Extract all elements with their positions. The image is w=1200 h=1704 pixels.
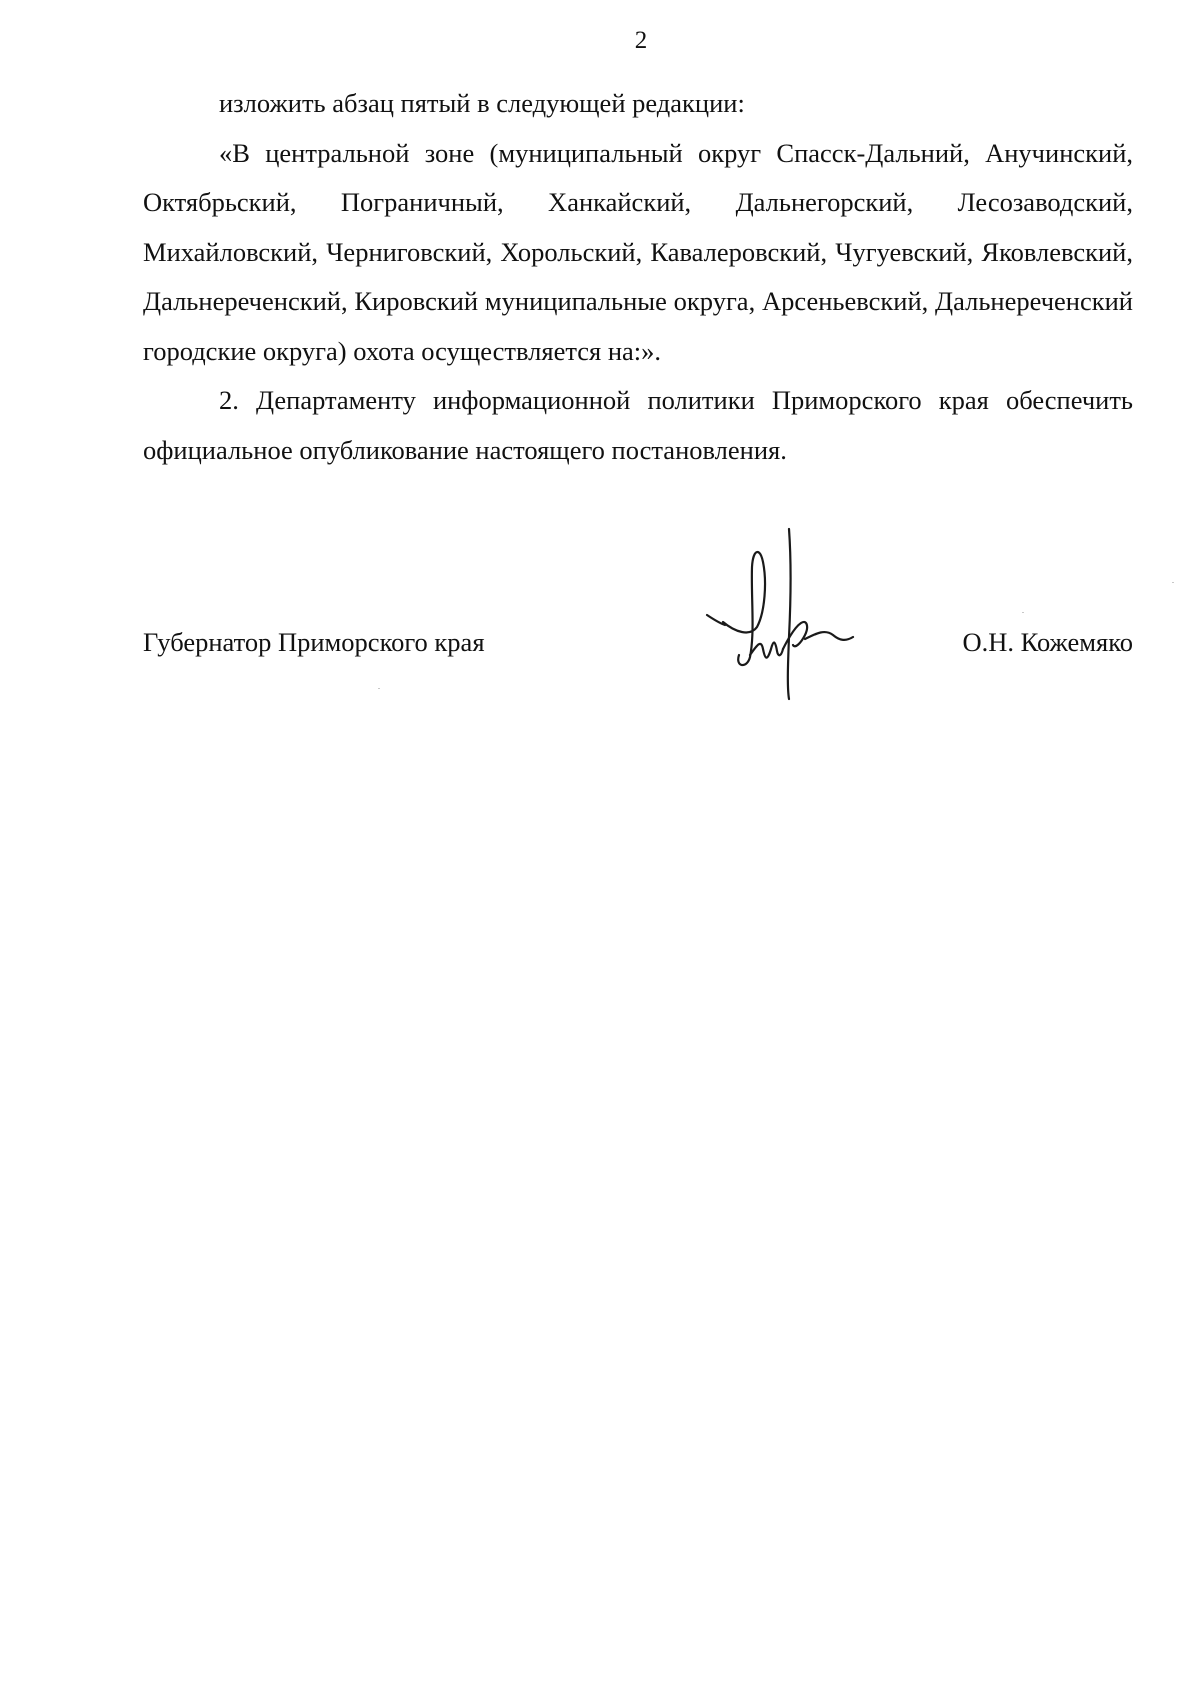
- paragraph-intro: изложить абзац пятый в следующей редакции:: [219, 88, 745, 118]
- paragraph-central-zone: «В центральной зоне (муниципальный округ Спасск-Дальний, Анучинский, Октябрьский, Пограничный, Ханкайский, Дальнегорский, Лесозаводский, Михайловский, Черниговский, Хорольский, Кавалеровский, Чугуевский, Яковлевский, Дальнереченский, Кировский муниципальные округа, Арсеньевский, Дальнереченский городские округа) охота осуществляется на:».: [143, 137, 1133, 366]
- scan-speck: [378, 688, 380, 689]
- scan-speck: [1172, 582, 1174, 583]
- signatory-title: Губернатор Приморского края: [143, 627, 485, 657]
- paragraph-publication: 2. Департаменту информационной политики Приморского края обеспечить официальное опубликование настоящего постановления.: [143, 385, 1133, 465]
- signatory-name: О.Н. Кожемяко: [962, 627, 1133, 657]
- page-number: 2: [634, 27, 648, 54]
- document-body: [143, 79, 1133, 475]
- signature-block: [143, 622, 1133, 662]
- scan-speck: [1022, 612, 1024, 613]
- handwritten-signature: [705, 527, 855, 702]
